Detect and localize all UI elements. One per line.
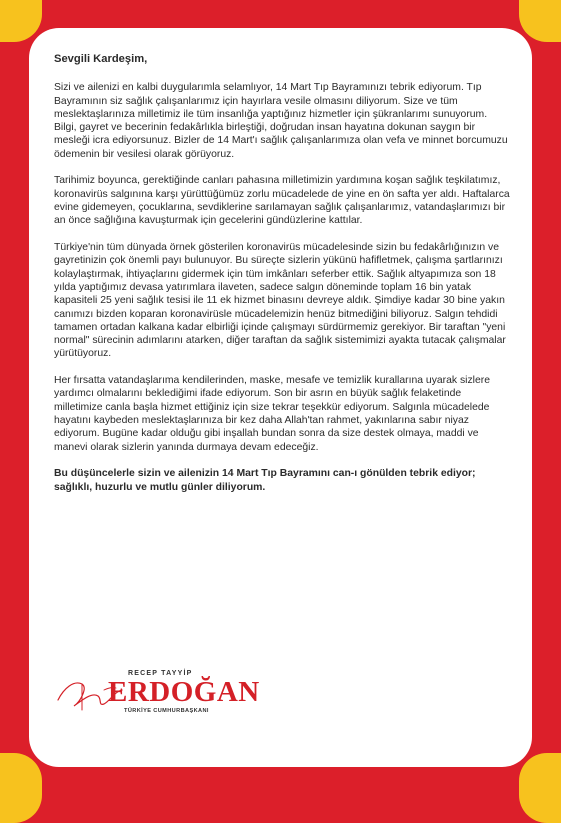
letter-paragraph-1: Sizi ve ailenizi en kalbi duygularımla selamlıyor, 14 Mart Tıp Bayramınızı tebrik ediyorum. Tıp Bayramının siz sağlık çalışanlarımız için hayırlara vesile olmasını diliyorum. Size ve tüm meslektaşlarınıza milletimiz ile tüm insanlığa yaptığınız hizmetler için şükranlarımı sunuyorum. Bilgi, gayret ve becerinin fedakârlıkla birleştiği, doğrudan insan hayatına dokunan saygın bir mesleği icra ediyorsunuz. Bizler de 14 Mart'ı sağlık çalışanlarımıza olan vefa ve minnet borcumuzu ödemenin bir vesilesi olarak görüyoruz.	[54, 82, 508, 160]
letter-greeting: Sevgili Kardeşim,	[54, 53, 148, 65]
signature-surname: ERDOĞAN	[108, 676, 260, 708]
letter-paragraph-4: Her fırsatta vatandaşlarıma kendilerinden, maske, mesafe ve temizlik kurallarına uyarak sizlere yardımcı olmalarını beklediğimi ifade ediyorum. Son bir asrın en büyük sağlık felaketinde milletimize canla başla hizmet ettiğiniz için size tekrar teşekkür ediyorum. Salgınla mücadelede hayatını kaybeden meslektaşlarınıza bir kez daha Allah'tan rahmet, yakınlarına sabır niyaz ediyorum. Bugüne kadar olduğu gibi inşallah bundan sonra da size destek olmaya, maddi ve manevi olarak sizlerin yanında durmaya devam edeceğiz.	[54, 375, 491, 453]
signature-first-name: RECEP TAYYİP	[128, 670, 193, 677]
letter-closing: Bu düşüncelerle sizin ve ailenizin 14 Mart Tıp Bayramını can-ı gönülden tebrik ediyor; sağlıklı, huzurlu ve mutlu günler diliyorum.	[54, 468, 476, 493]
letter-paragraph-3: Türkiye'nin tüm dünyada örnek gösterilen koronavirüs mücadelesinde sizin bu fedakârlığınızın ve gayretinizin çok önemli payı bulunuyor. Bu süreçte sizlerin yükünü hafifletmek, çalışma şartlarınızı kolaylaştırmak, ihtiyaçlarını gidermek için tüm imkânları seferber ettik. Sağlık altyapımıza son 18 yılda yaptığımız devasa yatırımlara ilaveten, sadece salgın döneminde toplam 16 bin yatak kapasiteli 25 yeni sağlık tesisi ile 11 ek hizmet binasını devreye aldık. Şimdiye kadar 30 bine yakın canımızı bizden koparan koronavirüsle mücadelemizin henüz bitmediğini biliyoruz. Salgın tehdidi tamamen ortadan kalkana kadar elbirliği içinde çalışmayı sürdürmemiz gerekiyor. Bir taraftan "yeni normal" sürecinin adımlarını atarken, diğer taraftan da sağlık sistemimizi ayakta tutacak çalışmalar yürütüyoruz.	[54, 242, 506, 360]
corner-accent-top-left	[0, 0, 42, 42]
corner-accent-top-right	[519, 0, 561, 42]
signature-block	[52, 670, 272, 730]
corner-accent-bottom-right	[519, 753, 561, 823]
corner-accent-bottom-left	[0, 753, 42, 823]
letter-body	[54, 53, 510, 507]
signature-title: TÜRKİYE CUMHURBAŞKANI	[124, 708, 209, 714]
letter-paragraph-2: Tarihimiz boyunca, gerektiğinde canları pahasına milletimizin yardımına koşan sağlık teşkilatımız, koronavirüs salgınına karşı yürüttüğümüz zorlu mücadelede de yine en ön safta yer aldı. Haftalarca evine gidemeyen, çocuklarına, sevdiklerine sarılamayan sağlık çalışanlarımız, vatandaşlarımızı bir an önce sağlığına kavuşturmak için gecelerini gündüzlerine kattılar.	[54, 175, 510, 227]
